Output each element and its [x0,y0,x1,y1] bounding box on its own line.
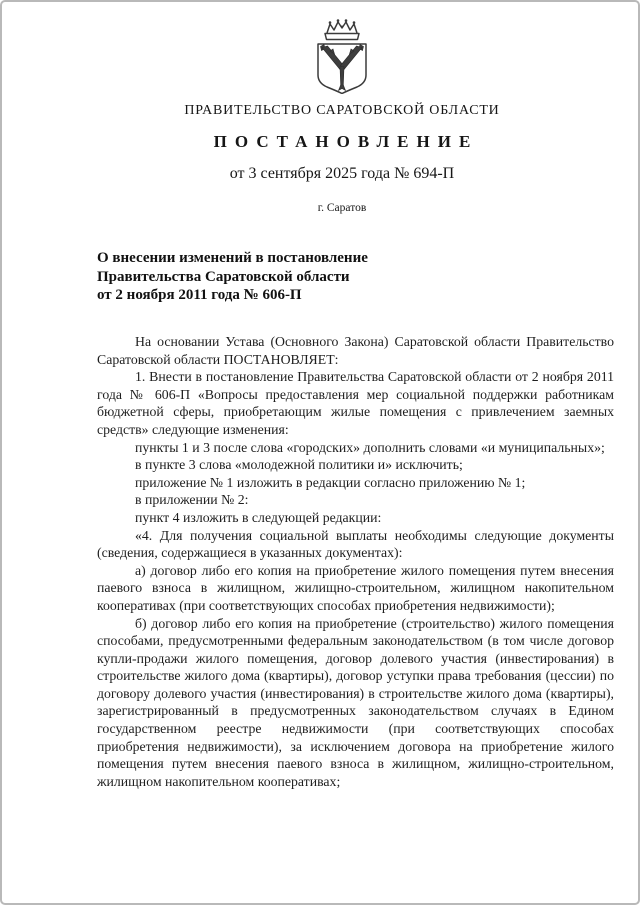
document-title-line: от 2 ноября 2011 года № 606-П [97,287,302,303]
paragraph-subpoint-a: а) договор либо его копия на приобретение жилого помещения путем внесения паевого взноса в жилищном, жилищно-строительном, жилищном накопительном кооперативах (при соответствующих способах приобретения недвижимости); [97,562,614,613]
document-type-heading: ПОСТАНОВЛЕНИЕ [213,132,479,151]
paragraph-amendment-intro: 1. Внести в постановление Правительства Саратовской области от 2 ноября 2011 года № 606-П «Вопросы предоставления мер социальной поддержки работникам бюджетной сферы, приобретающим жилые помещения с привлечением заемных средств» следующие изменения: [97,369,614,437]
paragraph-point4-edit: пункт 4 изложить в следующей редакции: [135,509,382,525]
paragraph-legal-basis: На основании Устава (Основного Закона) Саратовской области Правительство Саратовской области ПОСТАНОВЛЯЕТ: [97,334,614,367]
paragraph-amendment-point3: в пункте 3 слова «молодежной политики и» исключить; [135,457,463,473]
document-date-number: от 3 сентября 2025 года № 694-П [229,165,455,182]
paragraph-amendment-points: пункты 1 и 3 после слова «городских» дополнить словами «и муниципальных»; [135,439,605,455]
paragraph-subpoint-b: б) договор либо его копия на приобретение (строительство) жилого помещения способами, предусмотренными федеральным законодательством (в том числе договор купли-продажи жилого помещения, договор долевого участия (инвестирования) в строительстве жилого дома (квартиры), договор уступки права требования (цессии) по договору долевого участия (инвестирования) в строительстве жилого дома (квартиры), зарегистрированный в предусмотренных законодательством случаях в Едином государственном реестре недвижимости (при соответствующих способах приобретения недвижимости), за исключением договора на приобретение жилого помещения путем внесения паевого взноса в жилищном, жилищно-строительном, жилищном накопительном кооперативах; [97,615,614,789]
paragraph-point4-text: «4. Для получения социальной выплаты необходимы следующие документы (сведения, содержащиеся в указанных документах): [97,527,614,561]
document-title [97,249,537,305]
document-body [97,333,614,790]
org-name: ПРАВИТЕЛЬСТВО САРАТОВСКОЙ ОБЛАСТИ [184,103,500,118]
paragraph-annex1: приложение № 1 изложить в редакции согласно приложению № 1; [135,474,526,490]
document-title-line: О внесении изменений в постановление [97,250,368,266]
paragraph-annex2: в приложении № 2: [135,492,249,508]
saratov-coat-of-arms-icon [310,18,374,94]
document-city: г. Саратов [317,202,367,214]
document-title-line: Правительства Саратовской области [97,268,350,285]
